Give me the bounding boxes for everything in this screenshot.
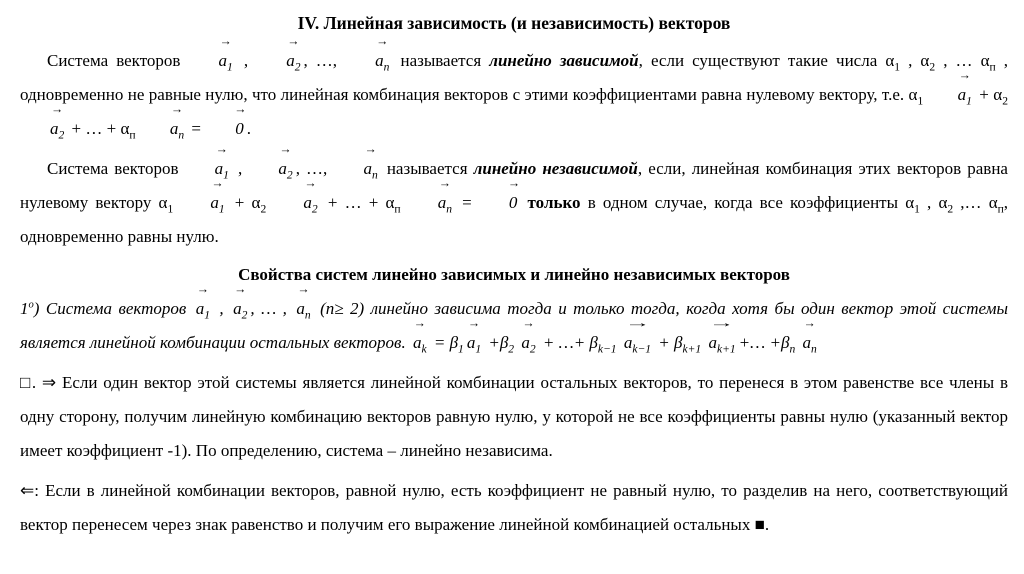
vector-symbol: → $a_1$ [191,44,234,78]
vector-symbol: → $a_1$ [466,316,482,356]
coefficient-symbol: $\beta_2$ [499,333,515,356]
vector-arrow-icon: → [51,102,64,117]
coefficient-symbol: $\beta_{k-1}$ [589,333,617,356]
vector-symbol: → $a_n$ [142,112,185,146]
coefficient-symbol: $\beta_{k+1}$ [674,333,702,356]
coefficient-symbol: $\alpha_п$ [120,119,136,142]
vector-arrow-icon: → [413,316,426,331]
coefficient-symbol: $\alpha_2$ [251,193,267,216]
vector-arrow-icon: → [376,34,389,49]
property-1-paragraph: $1^о$) Система векторов → $a_1$ , → $a_2$ , … , → $a_n$ (n≥ 2) линейно зависима тогда и только тогда, когда хотя бы один вектор этой системы является линейной комбинации остальных векторов. → $a_k = \beta_1$ → $a_1 +\beta_2$ → $a_2$ + …+ $\beta_{k-1}$ → $a_{k-1} + \beta_{k+1}$ → $a_{k+1}$ +… $+\beta_n$ → $a_n$ [20,292,1008,360]
vector-symbol: → $a_1$ [187,152,230,186]
vector-arrow-icon: → [215,142,228,157]
vector-symbol: → $a_2$ [250,152,293,186]
vector-symbol: → 0 [207,112,245,146]
coefficient-symbol: $\alpha_1$ [885,51,901,74]
vector-symbol: → 0 [481,186,519,220]
vector-symbol: → $a_n$ [410,186,453,220]
vector-symbol: → $a_k$ [412,316,427,356]
proof-forward-paragraph: □. ⇒ Если один вектор этой системы является линейной комбинации остальных векторов, то перенеся в этом равенстве все члены в одну сторону, получим линейную комбинацию векторов равную нулю, у которой не все коэффициенты равны нулю (указанный вектор имеет коэффициент -1). По определению, система – линейно независима. [20,373,1008,460]
vector-arrow-icon: → [287,34,300,49]
vector-symbol: → $a_1$ [182,186,225,220]
coefficient-symbol: $\beta_1$ [449,333,464,356]
vector-arrow-icon: → [507,176,521,191]
vector-arrow-icon: → [304,176,317,191]
vector-arrow-icon: → [170,102,184,117]
vector-symbol: → $a_n$ [296,282,311,322]
vector-arrow-icon: → [624,316,651,331]
coefficient-symbol: $\beta_n$ [780,333,796,356]
coefficient-symbol: $\alpha_1$ [905,193,920,216]
vector-symbol: → $a_1$ [930,78,973,112]
coefficient-symbol: $\alpha_2$ [920,51,936,74]
vector-arrow-icon: → [709,316,735,331]
vector-symbol: → $a_2$ [22,112,65,146]
vector-symbol: → $a_2$ [275,186,318,220]
vector-arrow-icon: → [467,316,481,331]
vector-arrow-icon: → [297,282,310,297]
vector-arrow-icon: → [803,316,816,331]
coefficient-symbol: $\alpha_п$ [385,193,401,216]
coefficient-symbol: $\alpha_1$ [158,193,174,216]
definition-independent-paragraph: Система векторов → $a_1$ , → $a_2$ , …, → $a_n$ называется линейно независимой, если, линейная комбинация этих векторов равна нулевому вектору $\alpha_1$ → $a_1 + \alpha_2$ → $a_2$ + … + $\alpha_п$ → $a_n$ = → 0 только в одном случае, когда все коэффициенты $\alpha_1$ , $\alpha_2$ ,… $\alpha_п$, одновременно равны нулю. [20,142,1009,246]
vector-arrow-icon: → [211,176,224,191]
coefficient-symbol: $\alpha_1$ [908,85,924,108]
vector-arrow-icon: → [279,142,292,157]
vector-symbol: → $a_2$ [233,282,248,322]
vector-symbol: → $a_n$ [802,316,817,356]
vector-arrow-icon: → [196,282,209,297]
definition-dependent-paragraph: Система векторов → $a_1$ , → $a_2$ , …, → $a_n$ называется линейно зависимой, если существуют такие числа $\alpha_1$ , $\alpha_2$ , … $\alpha_п$ , одновременно не равные нулю, что линейная комбинация векторов с этими коэффициентами равна нулевому вектору, т.е. $\alpha_1$ → $a_1 + \alpha_2$ → $a_2$ + … + $\alpha_п$ → $a_n$ = → 0 . [20,44,1008,146]
coefficient-symbol: $\alpha_2$ [993,85,1008,108]
proof-backward-paragraph: ⇐: Если в линейной комбинации векторов, равной нулю, есть коэффициент не равный нулю, то разделив на него, соответствующий вектор перенесем через знак равенство и получим его выражение линейной комбинацией остальных ■. [20,481,1008,534]
slide-subtitle: Свойства систем линейно зависимых и линейно независимых векторов [238,265,790,284]
vector-arrow-icon: → [438,176,451,191]
vector-symbol: → $a_n$ [335,152,378,186]
vector-arrow-icon: → [522,316,535,331]
vector-symbol: → $a_n$ [347,44,390,78]
slide-title: IV. Линейная зависимость (и независимость) векторов [297,13,731,33]
vector-arrow-icon: → [364,142,377,157]
vector-arrow-icon: → [234,282,247,297]
coefficient-symbol: $\alpha_п$ [988,193,1004,216]
vector-arrow-icon: → [219,34,232,49]
vector-symbol: → $a_2$ [258,44,301,78]
vector-symbol: → $a_1$ [195,282,210,322]
vector-symbol: → $a_{k+1}$ [707,326,736,360]
vector-arrow-icon: → [958,68,971,83]
coefficient-symbol: $\alpha_п$ [980,51,996,74]
vector-arrow-icon: → [234,102,247,117]
coefficient-symbol: $\alpha_2$ [938,193,954,216]
vector-symbol: → $a_{k-1}$ [623,326,652,360]
vector-symbol: → $a_2$ [521,316,536,356]
